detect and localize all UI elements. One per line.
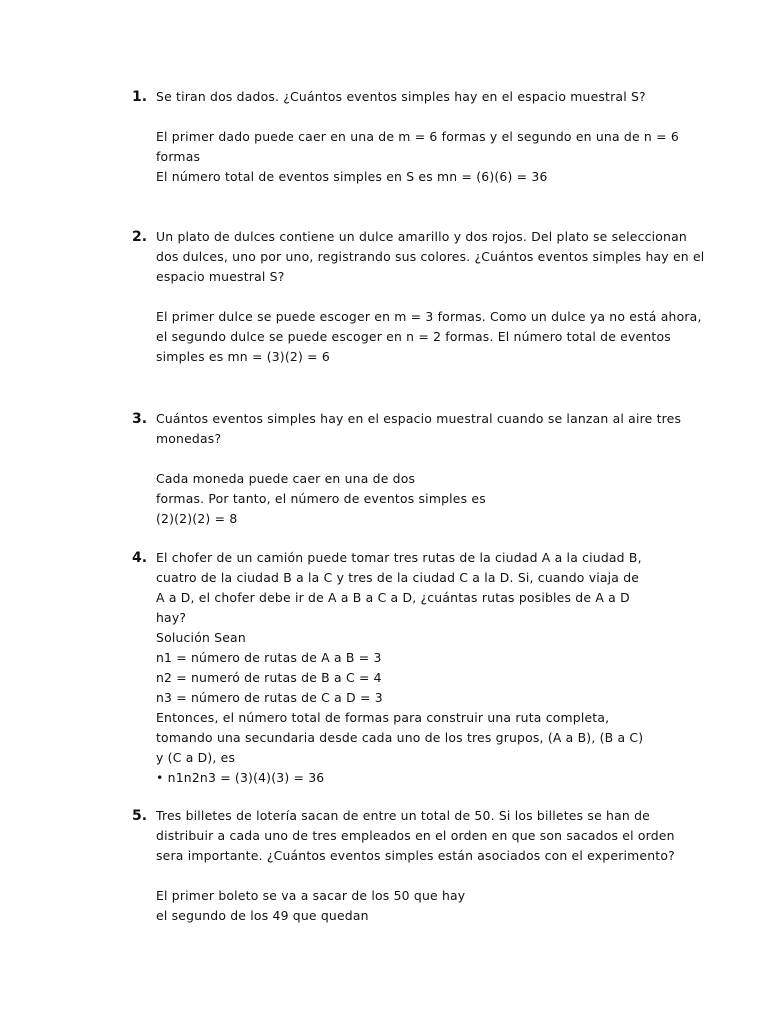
problem-content — [156, 548, 676, 788]
question-line: espacio muestral S? — [156, 269, 285, 284]
answer-line: el segundo de los 49 que quedan — [156, 908, 369, 923]
solution-line: Entonces, el número total de formas para construir una ruta completa, — [156, 710, 610, 725]
answer-line: el segundo dulce se puede escoger en n = 2 formas. El número total de eventos — [156, 329, 671, 344]
problem-content — [156, 227, 705, 367]
answer-line: simples es mn = (3)(2) = 6 — [156, 349, 330, 364]
solution-line: n2 = numeró de rutas de B a C = 4 — [156, 670, 382, 685]
question-line: Cuántos eventos simples hay en el espacio muestral cuando se lanzan al aire tres — [156, 411, 682, 426]
answer-line: Cada moneda puede caer en una de dos — [156, 471, 416, 486]
problem-content — [156, 409, 682, 529]
answer-line: El número total de eventos simples en S es mn = (6)(6) = 36 — [156, 169, 548, 184]
question-line: Tres billetes de lotería sacan de entre un total de 50. Si los billetes se han de — [156, 808, 650, 823]
question-line: Se tiran dos dados. ¿Cuántos eventos simples hay en el espacio muestral S? — [156, 89, 646, 104]
answer-line: formas. Por tanto, el número de eventos simples es — [156, 491, 486, 506]
question-line: El chofer de un camión puede tomar tres rutas de la ciudad A a la ciudad B, — [156, 550, 642, 565]
question-line: hay? — [156, 610, 187, 625]
solution-line: n1 = número de rutas de A a B = 3 — [156, 650, 382, 665]
question-line: monedas? — [156, 431, 222, 446]
answer-line: formas — [156, 149, 201, 164]
question-line: sera importante. ¿Cuántos eventos simples están asociados con el experimento? — [156, 848, 675, 863]
problem-content — [156, 806, 676, 926]
solution-line: y (C a D), es — [156, 750, 236, 765]
solution-line: Solución Sean — [156, 630, 246, 645]
answer-line: (2)(2)(2) = 8 — [156, 511, 238, 526]
problem-content — [156, 87, 679, 187]
problem-number: 3. — [132, 411, 148, 427]
answer-line: El primer dado puede caer en una de m = 6 formas y el segundo en una de n = 6 — [156, 129, 679, 144]
solution-line: n3 = número de rutas de C a D = 3 — [156, 690, 383, 705]
problem-number: 5. — [132, 808, 148, 824]
question-line: dos dulces, uno por uno, registrando sus colores. ¿Cuántos eventos simples hay en el — [156, 249, 705, 264]
solution-line: • n1n2n3 = (3)(4)(3) = 36 — [156, 770, 325, 785]
question-line: A a D, el chofer debe ir de A a B a C a D, ¿cuántas rutas posibles de A a D — [156, 590, 630, 605]
answer-line: El primer boleto se va a sacar de los 50 que hay — [156, 888, 466, 903]
problem-number: 4. — [132, 550, 148, 566]
question-line: Un plato de dulces contiene un dulce amarillo y dos rojos. Del plato se seleccionan — [156, 229, 687, 244]
answer-line: El primer dulce se puede escoger en m = 3 formas. Como un dulce ya no está ahora, — [156, 309, 702, 324]
problem-number: 2. — [132, 229, 148, 245]
solution-line: tomando una secundaria desde cada uno de los tres grupos, (A a B), (B a C) — [156, 730, 644, 745]
question-line: cuatro de la ciudad B a la C y tres de la ciudad C a la D. Si, cuando viaja de — [156, 570, 640, 585]
problem-number: 1. — [132, 89, 148, 105]
question-line: distribuir a cada uno de tres empleados en el orden en que son sacados el orden — [156, 828, 675, 843]
